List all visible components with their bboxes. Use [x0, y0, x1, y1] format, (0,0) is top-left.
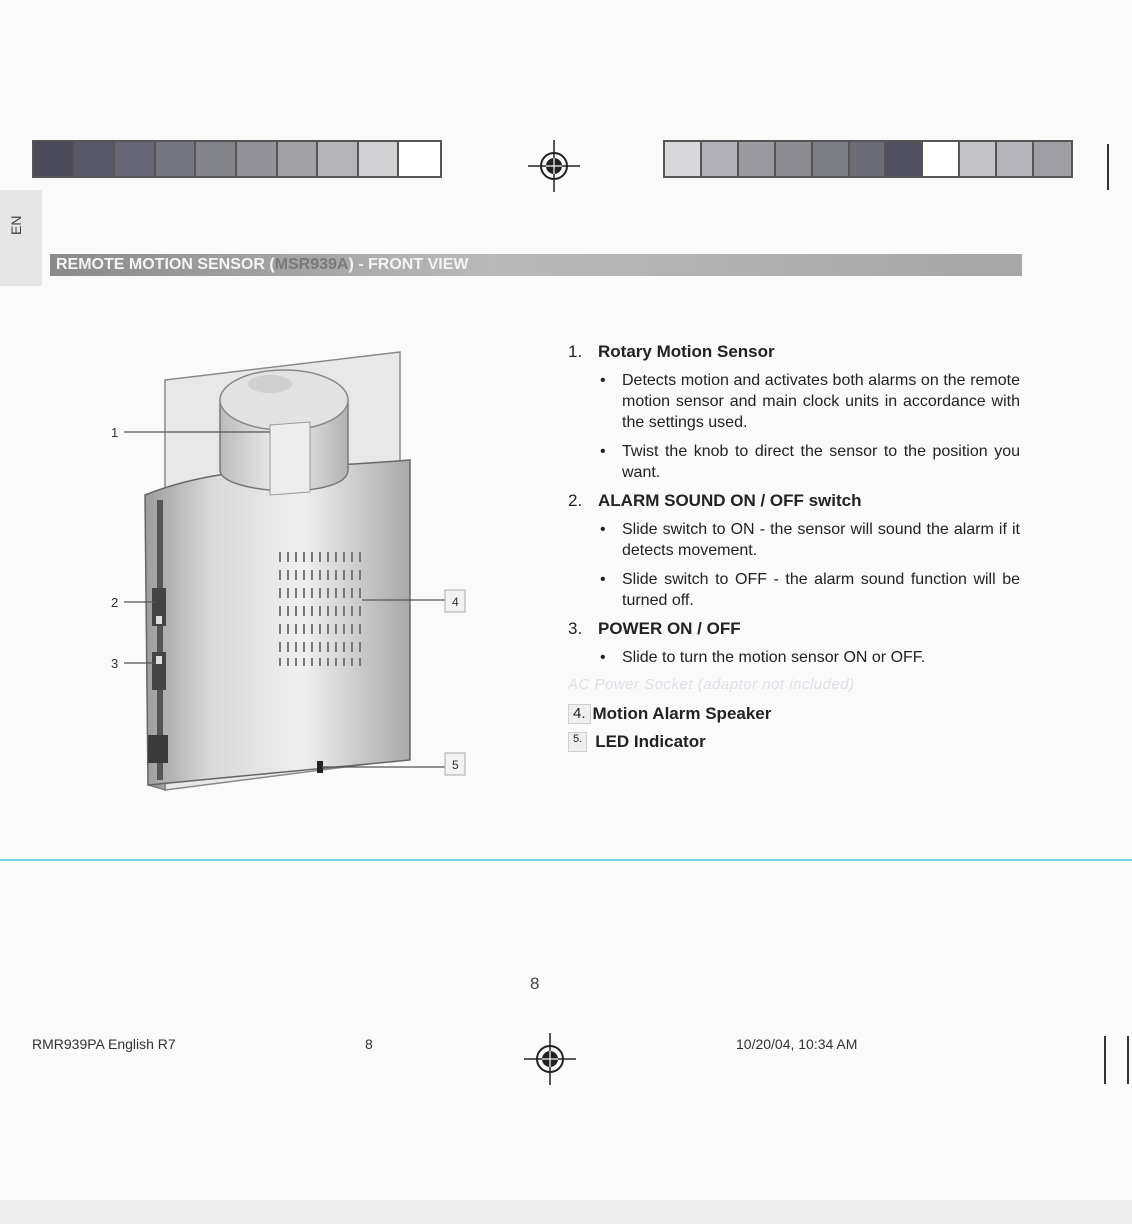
color-swatch [115, 142, 156, 176]
color-swatch [665, 142, 702, 176]
callout-label: 1 [111, 425, 119, 440]
feature-bullet: • Slide switch to ON - the sensor will sound the alarm if it detects movement. [600, 521, 1020, 559]
motion-sensor-illustration [100, 340, 510, 810]
footer-page: 8 [365, 1036, 373, 1052]
feature-bullet-text: Slide switch to OFF - the alarm sound function will be turned off. [622, 571, 1020, 609]
callout-label: 4 [452, 595, 459, 609]
feature-bullet-text: Slide to turn the motion sensor ON or OFF. [622, 649, 926, 666]
section-title [56, 256, 468, 274]
feature-title: LED Indicator [595, 732, 706, 751]
crop-mark [1107, 144, 1109, 190]
section-banner [50, 254, 1022, 276]
footer-file-name: RMR939PA English R7 [32, 1036, 176, 1052]
divider [0, 859, 1132, 861]
feature-bullet: • Slide switch to OFF - the alarm sound function will be turned off. [600, 571, 1020, 609]
feature-title: ALARM SOUND ON / OFF switch [598, 491, 862, 510]
color-swatch [923, 142, 960, 176]
section-title-suffix: ) - FRONT VIEW [348, 256, 469, 273]
footer-date: 10/20/04, 10:34 AM [736, 1036, 858, 1052]
color-swatch [359, 142, 400, 176]
color-calibration-bar-right [663, 140, 1073, 178]
faded-text: AC Power Socket (adaptor not included) [568, 676, 855, 693]
crop-mark [1104, 1036, 1106, 1084]
feature-number: 3. [568, 619, 583, 638]
language-tab-label: EN [8, 215, 24, 235]
feature-number: 4. [568, 704, 591, 724]
feature-heading [568, 491, 1020, 511]
section-title-prefix: REMOTE MOTION SENSOR ( [56, 256, 275, 273]
feature-title: Motion Alarm Speaker [592, 704, 772, 723]
color-swatch [850, 142, 887, 176]
feature-bullet-text: Slide switch to ON - the sensor will sound the alarm if it detects movement. [622, 521, 1020, 559]
crop-mark [1127, 1036, 1129, 1084]
color-swatch [776, 142, 813, 176]
callout-label: 3 [111, 656, 119, 671]
feature-bullet: • Detects motion and activates both alarms on the remote motion sensor and main clock units in accordance with the settings used. [600, 372, 1020, 431]
color-swatch [997, 142, 1034, 176]
color-swatch [739, 142, 776, 176]
color-swatch [702, 142, 739, 176]
color-swatch [886, 142, 923, 176]
section-title-model: MSR939A [274, 256, 349, 273]
feature-heading [568, 342, 1020, 362]
color-swatch [813, 142, 850, 176]
feature-number: 2. [568, 491, 583, 510]
color-swatch [399, 142, 440, 176]
feature-bullet: • Twist the knob to direct the sensor to the position you want. [600, 443, 1020, 481]
color-swatch [318, 142, 359, 176]
scan-margin [0, 1200, 1132, 1224]
page-number: 8 [530, 974, 540, 993]
feature-list [568, 342, 1020, 760]
feature-title: POWER ON / OFF [598, 619, 741, 638]
feature-heading [568, 732, 1020, 752]
color-swatch [237, 142, 278, 176]
feature-title: Rotary Motion Sensor [598, 342, 775, 361]
feature-heading [568, 704, 1020, 724]
color-swatch [75, 142, 116, 176]
color-swatch [196, 142, 237, 176]
callout-label: 2 [111, 595, 119, 610]
registration-mark-icon [528, 140, 580, 192]
language-tab [0, 190, 42, 286]
feature-number: 1. [568, 342, 583, 361]
color-swatch [34, 142, 75, 176]
color-swatch [1034, 142, 1071, 176]
color-swatch [960, 142, 997, 176]
color-calibration-bar-left [32, 140, 442, 178]
feature-bullet-text: Detects motion and activates both alarms on the remote motion sensor and main clock units in accordance with the settings used. [622, 372, 1020, 431]
registration-mark-icon [524, 1033, 576, 1085]
feature-heading [568, 619, 1020, 639]
feature-bullet: • Slide to turn the motion sensor ON or OFF. [600, 647, 1020, 668]
feature-number: 5. [568, 732, 587, 752]
color-swatch [156, 142, 197, 176]
callout-label: 5 [452, 758, 459, 772]
color-swatch [278, 142, 319, 176]
feature-bullet-text: Twist the knob to direct the sensor to the position you want. [622, 443, 1020, 481]
